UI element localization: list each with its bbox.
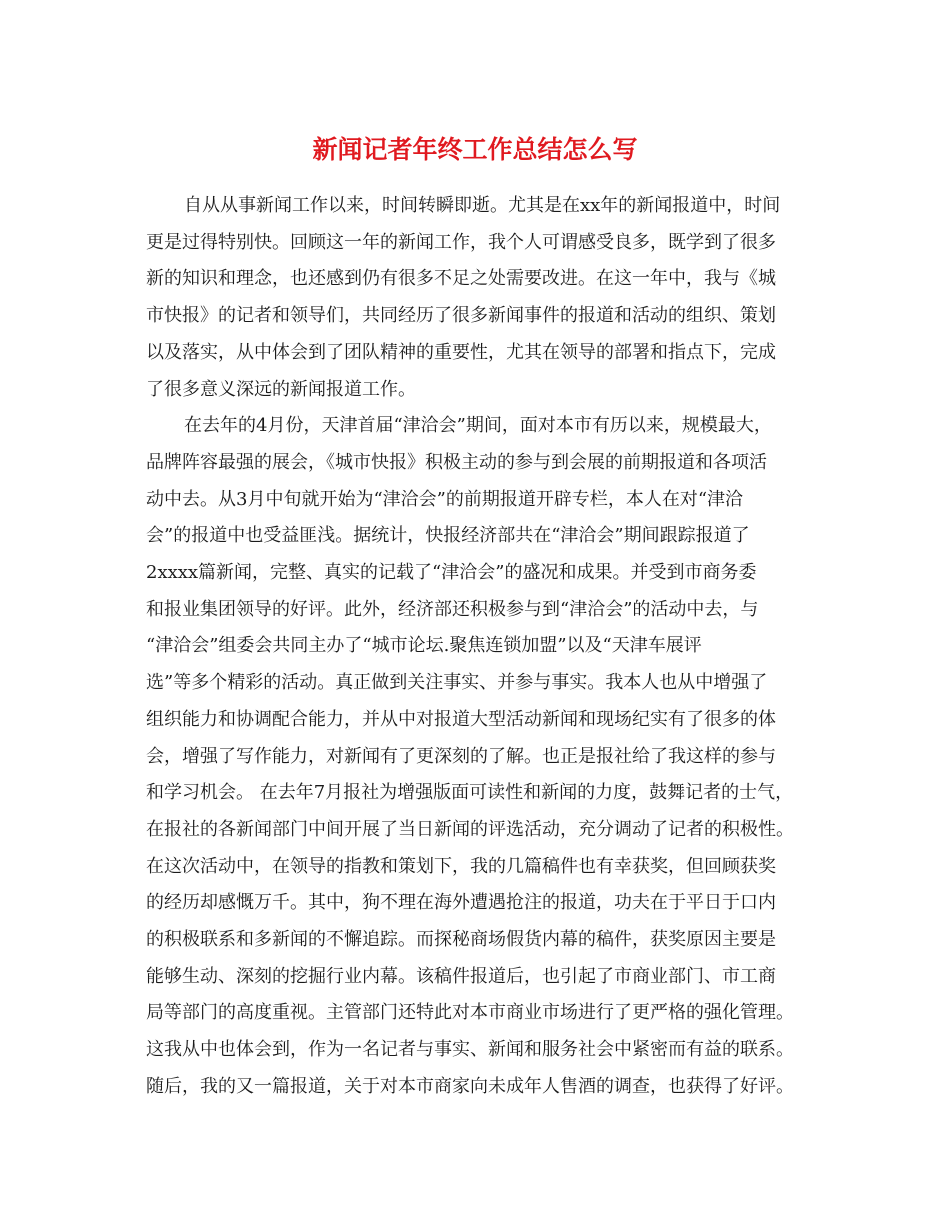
- body-line: 市快报》的记者和领导们，共同经历了很多新闻事件的报道和活动的组织、策划: [146, 305, 776, 327]
- body-line: 2xxxx篇新闻，完整、真实的记载了“津洽会”的盛况和成果。并受到市商务委: [146, 562, 757, 583]
- body-line: 动中去。从3月中旬就开始为“津洽会”的前期报道开辟专栏，本人在对“津洽: [146, 488, 744, 510]
- body-line: 局等部门的高度重视。主管部门还特此对本市商业市场进行了更严格的强化管理。: [146, 1002, 794, 1024]
- body-line: 了很多意义深远的新闻报道工作。: [146, 378, 416, 400]
- body-line: 自从从事新闻工作以来，时间转瞬即逝。尤其是在xx年的新闻报道中，时间: [184, 195, 781, 216]
- body-line: “津洽会”组委会共同主办了“城市论坛.聚焦连锁加盟”以及“天津车展评: [146, 635, 702, 657]
- body-line: 组织能力和协调配合能力，并从中对报道大型活动新闻和现场纪实有了很多的体: [146, 708, 776, 730]
- body-line: 以及落实，从中体会到了团队精神的重要性，尤其在领导的部署和指点下，完成: [146, 341, 776, 363]
- body-line: 的经历却感慨万千。其中，狗不理在海外遭遇抢注的报道，功夫在于平日于口内: [146, 892, 776, 914]
- body-line: 选”等多个精彩的活动。真正做到关注事实、并参与事实。我本人也从中增强了: [146, 672, 768, 694]
- body-line: 和学习机会。 在去年7月报社为增强版面可读性和新闻的力度，鼓舞记者的士气，: [146, 782, 794, 804]
- body-line: 在报社的各新闻部门中间开展了当日新闻的评选活动，充分调动了记者的积极性。: [146, 818, 794, 840]
- document-title: 新闻记者年终工作总结怎么写: [312, 135, 638, 164]
- body-line: 更是过得特别快。回顾这一年的新闻工作，我个人可谓感受良多，既学到了很多: [146, 231, 776, 253]
- body-line: 在去年的4月份，天津首届“津洽会”期间，面对本市有历以来，规模最大，: [184, 415, 772, 437]
- body-line: 这我从中也体会到，作为一名记者与事实、新闻和服务社会中紧密而有益的联系。: [146, 1039, 794, 1061]
- body-line: 会”的报道中也受益匪浅。据统计，快报经济部共在“津洽会”期间跟踪报道了: [146, 525, 750, 547]
- body-line: 能够生动、深刻的挖掘行业内幕。该稿件报道后，也引起了市商业部门、市工商: [146, 965, 776, 987]
- body-line: 的积极联系和多新闻的不懈追踪。而探秘商场假货内幕的稿件，获奖原因主要是: [146, 929, 776, 950]
- body-line: 品牌阵容最强的展会，《城市快报》积极主动的参与到会展的前期报道和各项活: [146, 451, 767, 473]
- body-line: 和报业集团领导的好评。此外，经济部还积极参与到“津洽会”的活动中去，与: [146, 598, 759, 620]
- body-line: 在这次活动中，在领导的指教和策划下，我的几篇稿件也有幸获奖，但回顾获奖: [146, 855, 776, 877]
- body-line: 随后，我的又一篇报道，关于对本市商家向未成年人售酒的调查，也获得了好评。: [146, 1075, 794, 1097]
- body-line: 会，增强了写作能力，对新闻有了更深刻的了解。也正是报社给了我这样的参与: [146, 745, 776, 767]
- body-line: 新的知识和理念，也还感到仍有很多不足之处需要改进。在这一年中，我与《城: [146, 268, 776, 290]
